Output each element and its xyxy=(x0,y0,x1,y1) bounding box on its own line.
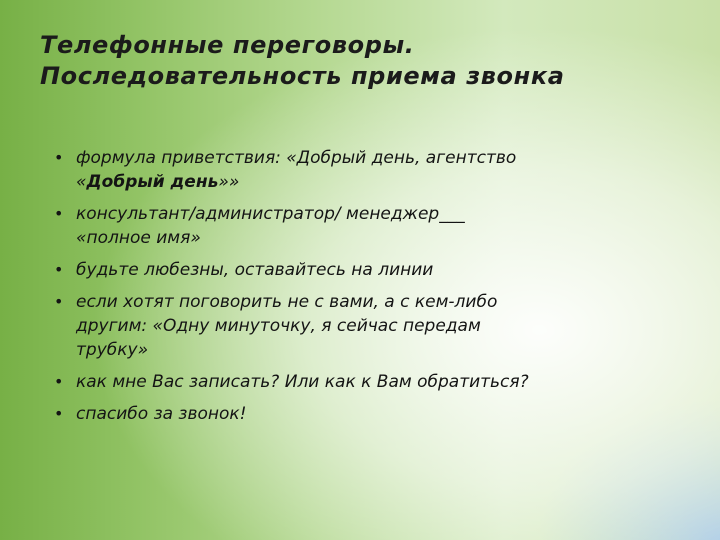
bullet-text: консультант/администратор/ менеджер___ xyxy=(76,204,465,224)
agency-name: Добрый день xyxy=(86,172,219,192)
bullet-text: как мне Вас записать? Или как к Вам обратиться? xyxy=(76,372,529,392)
slide-title xyxy=(40,30,700,92)
bullet-text: другим: «Одну минуточку, я сейчас передам xyxy=(76,316,481,336)
bullet-dot-icon: • xyxy=(54,292,64,311)
quote-close: »» xyxy=(218,172,240,192)
bullet-text: если хотят поговорить не с вами, а с кем-либо xyxy=(76,292,498,312)
bullet-text: формула приветствия: «Добрый день, агентство xyxy=(76,148,517,168)
bullet-text: будьте любезны, оставайтесь на линии xyxy=(76,260,434,280)
bullet-dot-icon: • xyxy=(54,148,64,167)
bullet-item-stay-on-line xyxy=(54,258,674,282)
bullet-item-ask-name xyxy=(54,370,674,394)
slide-title-line-1: Телефонные переговоры. xyxy=(40,31,415,59)
bullet-dot-icon: • xyxy=(54,204,64,223)
bullet-list xyxy=(54,146,674,434)
bullet-text: спасибо за звонок! xyxy=(76,404,247,424)
bullet-item-thanks xyxy=(54,402,674,426)
quote-open: « xyxy=(76,172,87,192)
bullet-dot-icon: • xyxy=(54,372,64,391)
bullet-text xyxy=(76,170,674,194)
bullet-dot-icon: • xyxy=(54,260,64,279)
bullet-item-consultant xyxy=(54,202,674,250)
bullet-dot-icon: • xyxy=(54,404,64,423)
bullet-item-greeting xyxy=(54,146,674,194)
bullet-text: «полное имя» xyxy=(76,228,201,248)
bullet-text: трубку» xyxy=(76,340,149,360)
slide-title-line-2: Последовательность приема звонка xyxy=(40,62,565,90)
bullet-item-transfer xyxy=(54,290,674,362)
